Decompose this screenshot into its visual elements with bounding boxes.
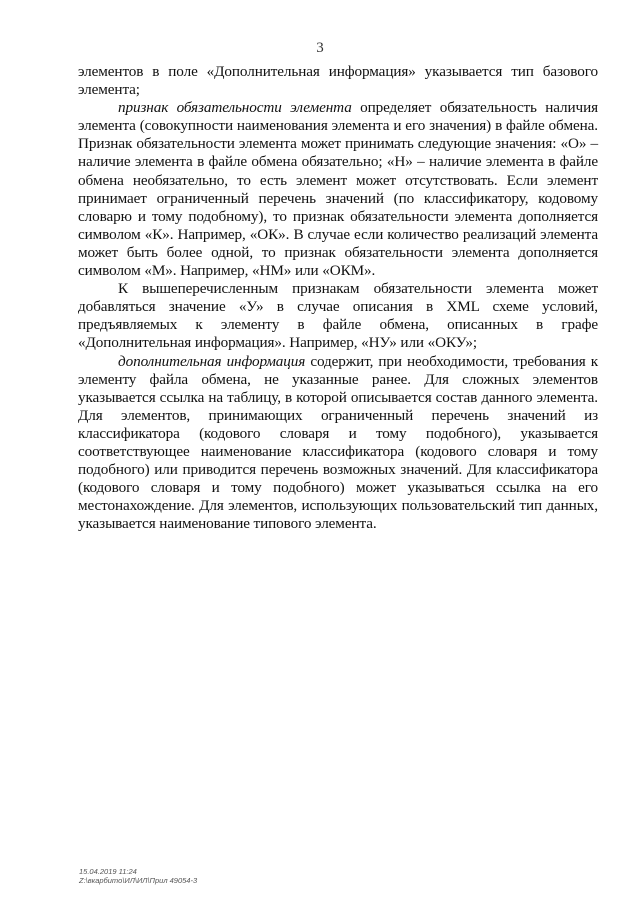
file-path: Z:\вкарбито\ИЛ\ИЛ\Прил 49054-3: [79, 876, 198, 885]
paragraph-text: определяет обязательность наличия элемента (совокупности наименования элемента и его значения) в файле обмена. Признак обязательности элемента может принимать следующие значения: «О» – наличие элемента в файле обмена обязательно; «Н» – наличие элемента в файле обмена необязательно, то есть элемент может отсутствовать. Если элемент принимает ограниченный перечень значений (по классификатору, кодовому словарю и тому подобному), то признак обязательности элемента дополняется символом «К». Например, «ОК». В случае если количество реализаций элемента может быть более одной, то признак обязательности элемента дополняется символом «М». Например, «НМ» или «ОКМ».: [78, 99, 598, 280]
paragraph-text: элементов в поле «Дополнительная информация» указывается тип базового элемента;: [78, 63, 598, 99]
page-number: 3: [316, 40, 324, 56]
paragraph-additional-info: [78, 353, 598, 534]
print-timestamp: 15.04.2019 11:24: [79, 867, 137, 876]
defined-term: признак обязательности элемента: [118, 99, 352, 117]
print-footer: [79, 867, 197, 885]
paragraph-conditional-value: [78, 280, 598, 352]
paragraph-mandatory-attribute: [78, 99, 598, 280]
defined-term: дополнительная информация: [118, 352, 306, 370]
document-body: [78, 63, 598, 533]
paragraph-continuation: [78, 63, 598, 99]
paragraph-text: содержит, при необходимости, требования к элементу файла обмена, не указанные ранее. Для сложных элементов указывается ссылка на таблицу, в которой описывается состав данного элемента. Для элементов, принимающих ограниченный перечень значений из классификатора (кодового словаря и тому подобного), указывается соответствующее наименование классификатора (кодового словаря и тому подобного) или приводится перечень возможных значений. Для классификатора (кодового словаря и тому подобного) может указываться ссылка на его местонахождение. Для элементов, использующих пользовательский тип данных, указывается наименование типового элемента.: [78, 352, 598, 533]
paragraph-text: К вышеперечисленным признакам обязательности элемента может добавляться значение «У» в случае описания в XML схеме условий, предъявляемых к элементу в файле обмена, описанных в графе «Дополнительная информация». Например, «НУ» или «ОКУ»;: [78, 280, 598, 352]
